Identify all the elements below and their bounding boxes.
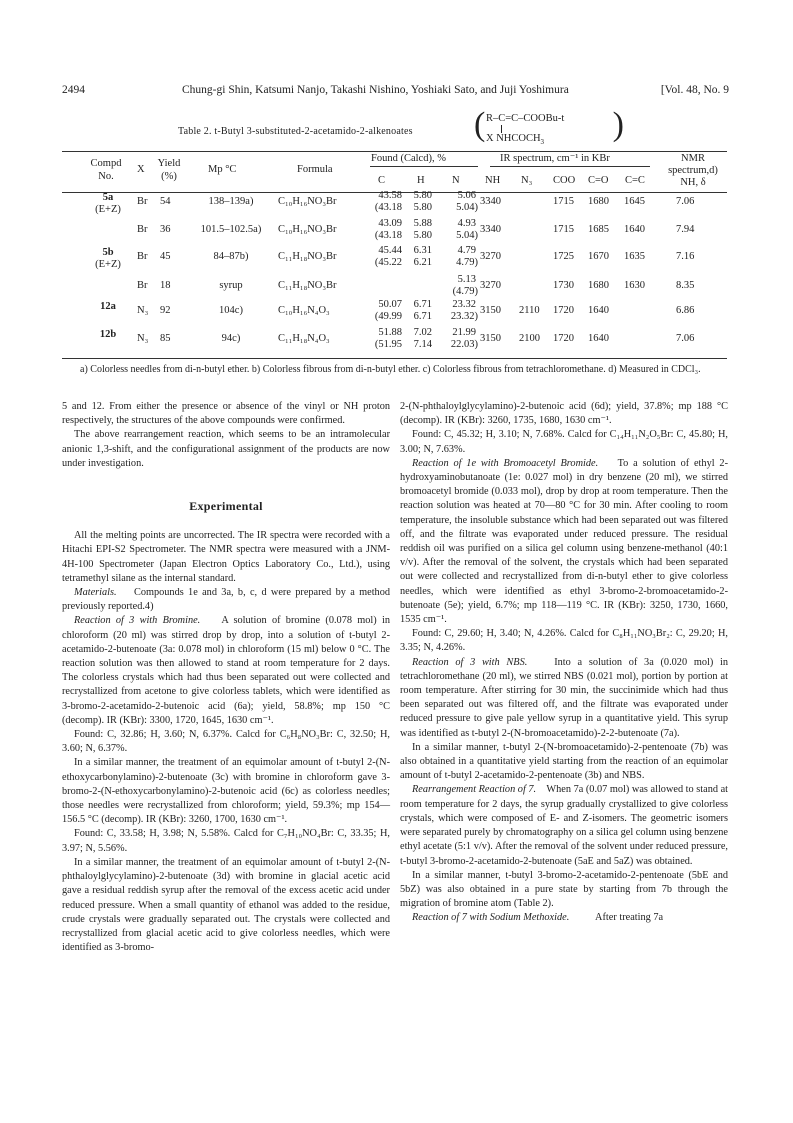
table-cell: 23.32 — [452, 299, 476, 310]
col-header-coo: COO — [553, 175, 576, 186]
table-cell: Br — [137, 280, 148, 291]
table-cell: (45.22 — [374, 257, 402, 268]
table-cell: 7.02 — [413, 327, 432, 338]
structure-formula — [474, 106, 624, 150]
table-cell: 7.06 — [676, 333, 695, 344]
table-cell: 43.09 — [378, 218, 402, 229]
table-cell: 1715 — [553, 196, 574, 207]
table-cell: (E+Z) — [95, 259, 121, 270]
table-cell: syrup — [219, 280, 243, 291]
table-cell: 12b — [99, 329, 117, 340]
table-cell: 5.04) — [456, 202, 478, 213]
table-cell: (43.18 — [374, 230, 402, 241]
col-header-compd: Compd No. — [90, 158, 122, 182]
col-header-h: H — [417, 175, 425, 186]
table-cell: 6.71 — [413, 299, 432, 310]
paragraph: In a similar manner, t-butyl 3-bromo-2-acetamido-2-pentenoate (5bE and 5bZ) was also obtained in a pure state by starting from 7b through the migration of bromine atom (Table 2). — [400, 869, 728, 910]
paragraph: 5 and 12. From either the presence or absence of the vinyl or NH proton respectively, the structures of the above compounds were confirmed. — [62, 401, 390, 427]
col-header-nh: NH — [485, 175, 501, 186]
table-cell: 4.93 — [457, 218, 476, 229]
structure-line-2: X $NHCOCH_3$ — [486, 133, 545, 147]
paren-left: ( — [474, 106, 486, 143]
table-cell: 94c) — [221, 333, 241, 344]
table-cell: C₁₁H₁₈NO₃Br — [278, 251, 337, 262]
paragraph: Reaction of 1e with Bromoacetyl Bromide. To a solution of ethyl 2-hydroxyaminobutanoate (1e: 0.027 mol) in dry benzene (20 ml), we stirred bromoacetyl bromide (0.033 mol), drop by drop at room temperature. Then the reaction solution was heated at 70—80 °C for 30 min. After cooling to room temperature, the insoluble substance which had been separated out was filtered off, and the filtrate was evaporated under reduced pressure. The residual reddish oil was purified on a silica gel column using benzene-methanol (40:1 v/v). After the removal of the solvent, the crystals which had been separated out were collected and recrystallized from di-n-butyl ether to give colorless needles, which were identified as ethyl 3-bromo-2-bromoacetamido-2-butenoate (5e); yield, 6.7%; mp 118—119 °C. IR (KBr): 3250, 1730, 1660, 1535 cm⁻¹. — [400, 457, 729, 626]
table-cell: 21.99 — [452, 327, 476, 338]
paragraph: Found: C, 29.60; H, 3.40; N, 4.26%. Calcd for C₈H₁₁NO₃Br₂: C, 29.20; H, 3.35; N, 4.26%. — [400, 628, 728, 654]
table-cell: 3340 — [480, 196, 501, 207]
table-cell: 12a — [100, 301, 116, 312]
table-cell: Br — [137, 196, 148, 207]
bond-line — [501, 125, 502, 133]
table-cell: 1630 — [624, 280, 645, 291]
table-cell: 23.32) — [450, 311, 478, 322]
table-cell: 4.79) — [456, 257, 478, 268]
table-cell: 2100 — [519, 333, 540, 344]
table-cell: 43.58 — [378, 190, 402, 201]
table-cell: 5.80 — [413, 190, 432, 201]
table-cell: 1635 — [624, 251, 645, 262]
table-cell: 104c) — [219, 305, 243, 316]
table-cell: 3150 — [480, 333, 501, 344]
table-cell: C₁₁H₁₈N₄O₃ — [278, 333, 330, 344]
table-cell: 5b — [102, 247, 114, 258]
table-cell: 1715 — [553, 224, 574, 235]
table-cell: 50.07 — [378, 299, 402, 310]
table-cell: 138–139a) — [208, 196, 254, 207]
col-header-n3: N₃ — [521, 175, 533, 186]
table-cell: 1720 — [553, 333, 574, 344]
right-column — [400, 400, 728, 926]
table-cell: 6.71 — [413, 311, 432, 322]
table-cell: C₁₀H₁₆N₄O₃ — [278, 305, 330, 316]
table-cell: 1685 — [588, 224, 609, 235]
paragraph: In a similar manner, the treatment of an equimolar amount of t-butyl 2-(N-ethoxycarbonylamino)-2-butenoate (3c) with bromine in chloroform gave 3-bromo-2-(N-ethoxycarbonylamino)-2-butenoic acid (6c) as colorless needles; those needles were recrystallized from chloroform; yield, 59.3%; mp 154—156.5 °C (decomp). IR (KBr): 3260, 1700, 1630 cm⁻¹. — [62, 757, 390, 826]
table-cell: 36 — [160, 224, 171, 235]
table-cell: 7.14 — [413, 339, 432, 350]
structure-line-1: R–C=C–COOBu-t — [486, 113, 565, 124]
paragraph: Found: C, 32.86; H, 3.60; N, 6.37%. Calcd for C₆H₈NO₃Br: C, 32.50; H, 3.60; N, 6.37%. — [62, 729, 390, 755]
table-cell: 5.13 — [457, 274, 476, 285]
table-cell: 1680 — [588, 196, 609, 207]
table-cell: 92 — [160, 305, 171, 316]
table-cell: 1640 — [588, 333, 609, 344]
col-header-mp: Mp °C — [208, 164, 237, 175]
table-caption: Table 2. t-Butyl 3-substituted-2-acetamido-2-alkenoates — [178, 126, 413, 137]
paragraph: 2-(N-phthaloylglycylamino)-2-butenoic acid (6d); yield, 37.8%; mp 188 °C (decomp). IR (KBr): 3260, 1735, 1680, 1630 cm⁻¹. — [400, 401, 728, 427]
left-column — [62, 400, 390, 955]
table-cell: 3340 — [480, 224, 501, 235]
col-header-x: X — [137, 164, 145, 175]
table-cell: 1640 — [588, 305, 609, 316]
col-header-yield: Yield (%) — [157, 158, 181, 182]
table-bottom-rule — [62, 358, 727, 359]
table-cell: 3270 — [480, 251, 501, 262]
table-cell: 7.06 — [676, 196, 695, 207]
paren-right: ) — [612, 106, 624, 143]
col-header-nmr: NMR spectrum,d) NH, δ — [668, 153, 718, 188]
table-cell: 1720 — [553, 305, 574, 316]
table-cell: (49.99 — [374, 311, 402, 322]
table-cell: 84–87b) — [213, 251, 249, 262]
paragraph: All the melting points are uncorrected. The IR spectra were recorded with a Hitachi EPI-S2 Spectrometer. The NMR spectra were measured with a JNM-4H-100 Spectrometer (Japan Electron Optics Laboratory Co., Ltd.), using tetramethyl silane as the internal standard. — [62, 530, 390, 584]
table-cell: 6.86 — [676, 305, 695, 316]
paragraph: Reaction of 3 with NBS. Into a solution of 3a (0.020 mol) in tetrachloromethane (20 ml), we stirred NBS (0.021 mol), portion by portion at room temperature. After stirring for 30 min, the succinimide which had thus been separated out was filtered off, and the filtrate was evaporated under reduced pressure to give pale yellow syrup in a quantitative yield. This syrup was identified as t-butyl 2-(N-bromoacetamido)-2-2-butenoate (7a). — [400, 656, 729, 739]
table-top-rule — [62, 151, 727, 152]
table-cell: 3150 — [480, 305, 501, 316]
table-cell: 7.94 — [676, 224, 695, 235]
table-cell: 5.04) — [456, 230, 478, 241]
table-cell: Br — [137, 251, 148, 262]
page-number: 2494 — [62, 84, 85, 96]
paragraph: Reaction of 3 with Bromine. A solution of bromine (0.078 mol) in chloroform (20 ml) was stirred drop by drop, into a solution of t-butyl 2-acetamido-2-butenoate (3a: 0.078 mol) in chloroform (15 ml) below 0 °C. The reaction solution was then allowed to stand at room temperature for 2 days. The colorless crystals which had thus been separated out were collected and recrystallized from acetone to give colorless tablets, which were identified as 3-bromo-2-acetamido-2-butenoic acid (6a); yield, 58.8%; mp 150 °C (decomp). IR (KBr): 3300, 1720, 1645, 1630 cm⁻¹. — [62, 615, 391, 726]
table-cell: 7.16 — [676, 251, 695, 262]
table-cell: 45.44 — [378, 245, 402, 256]
table-cell: C₁₀H₁₆NO₃Br — [278, 196, 337, 207]
table-cell: 5.88 — [413, 218, 432, 229]
table-cell: (43.18 — [374, 202, 402, 213]
col-header-ir: IR spectrum, cm⁻¹ in KBr — [500, 153, 610, 164]
table-cell: N₃ — [137, 305, 149, 316]
table-cell: 18 — [160, 280, 171, 291]
table-cell: 8.35 — [676, 280, 695, 291]
volume-issue: [Vol. 48, No. 9 — [660, 84, 729, 96]
table-cell: 6.21 — [413, 257, 432, 268]
table-cell: 5.06 — [457, 190, 476, 201]
running-authors: Chung-gi Shin, Katsumi Nanjo, Takashi Nishino, Yoshiaki Sato, and Juji Yoshimura — [182, 84, 569, 96]
table-cell: 54 — [160, 196, 171, 207]
found-brace — [370, 166, 478, 167]
table-cell: 101.5–102.5a) — [200, 224, 262, 235]
table-cell: C₁₀H₁₆NO₃Br — [278, 224, 337, 235]
table-cell: (E+Z) — [95, 204, 121, 215]
col-header-found: Found (Calcd), % — [371, 153, 446, 164]
table-cell: 1645 — [624, 196, 645, 207]
table-cell: 1680 — [588, 280, 609, 291]
table-cell: 51.88 — [378, 327, 402, 338]
table-cell: 1670 — [588, 251, 609, 262]
table-footnotes: a) Colorless needles from di-n-butyl ether. b) Colorless fibrous from di-n-butyl ether. c) Colorless fibrous from tetrachloromethane. d) Measured in CDCl₃. — [80, 364, 701, 375]
paragraph: In a similar manner, t-butyl 2-(N-bromoacetamido)-2-pentenoate (7b) was also obtained in a quantitative yield starting from the reaction of an equimolar amount of t-butyl 2-acetamido-2-pentenoate (3b) and NBS. — [400, 741, 728, 782]
paragraph: Rearrangement Reaction of 7. When 7a (0.07 mol) was allowed to stand at room temperature for 2 days, the syrup gradually crystallized to give colorless crystals, which were composed of E- and Z-isomers. The geometric isomers were separated purely by chromatography on a silica gel column using benzene ethyl acetate (5:1 v/v). After the removal of the solvent under reduced pressure, t-butyl 3-bromo-2-acetamido-2-butenoate (5aE and 5aZ) was obtained. — [400, 784, 729, 867]
table-cell: 22.03) — [450, 339, 478, 350]
paragraph: In a similar manner, the treatment of an equimolar amount of t-butyl 2-(N-phthaloylglycylamino)-2-butenoate (3d) with bromine in glacial acetic acid gave a residual reddish syrup after the removal of the excess acetic acid under reduced pressure. When a small quantity of ethanol was added to the residue, crude crystals were gradually separated out. The crystals were collected and recrystallized from glacial acetic acid to give colorless needles, which were identified as 3-bromo- — [62, 856, 390, 954]
table-cell: C₁₁H₁₈NO₃Br — [278, 280, 337, 291]
ir-brace — [490, 166, 650, 167]
table-cell: 5.80 — [413, 230, 432, 241]
section-heading: Experimental — [189, 499, 263, 514]
table-cell: Br — [137, 224, 148, 235]
table-cell: (4.79) — [452, 286, 478, 297]
col-header-co: C=O — [588, 175, 609, 186]
col-header-c: C — [378, 175, 386, 186]
col-header-formula: Formula — [297, 164, 333, 175]
table-cell: 3270 — [480, 280, 501, 291]
table-cell: 5.80 — [413, 202, 432, 213]
table-cell: 2110 — [519, 305, 540, 316]
paragraph: Materials. Compounds 1e and 3a, b, c, d were prepared by a method previously reported.4) — [62, 587, 391, 613]
table-cell: 1730 — [553, 280, 574, 291]
table-cell: (51.95 — [374, 339, 402, 350]
col-header-n: N — [452, 175, 460, 186]
paragraph: The above rearrangement reaction, which seems to be an intramolecular anionic 1,3-shift, and the configurational assignment of the products are now under investigation. — [62, 429, 390, 469]
table-cell: 4.79 — [457, 245, 476, 256]
paragraph: Found: C, 33.58; H, 3.98; N, 5.58%. Calcd for C₇H₁₀NO₄Br: C, 33.35; H, 3.97; N, 5.56%. — [62, 828, 390, 854]
table-cell: 6.31 — [413, 245, 432, 256]
table-cell: 45 — [160, 251, 171, 262]
paragraph: Reaction of 7 with Sodium Methoxide. After treating 7a — [412, 912, 664, 924]
table-cell: 1640 — [624, 224, 645, 235]
table-cell: 85 — [160, 333, 171, 344]
table-cell: N₃ — [137, 333, 149, 344]
col-header-cc: C=C — [625, 175, 645, 186]
table-cell: 5a — [102, 192, 114, 203]
table-cell: 1725 — [553, 251, 574, 262]
paragraph: Found: C, 45.32; H, 3.10; N, 7.68%. Calcd for C₁₄H₁₁N₂O₅Br: C, 45.80; H, 3.00; N, 7.63%. — [400, 429, 728, 455]
